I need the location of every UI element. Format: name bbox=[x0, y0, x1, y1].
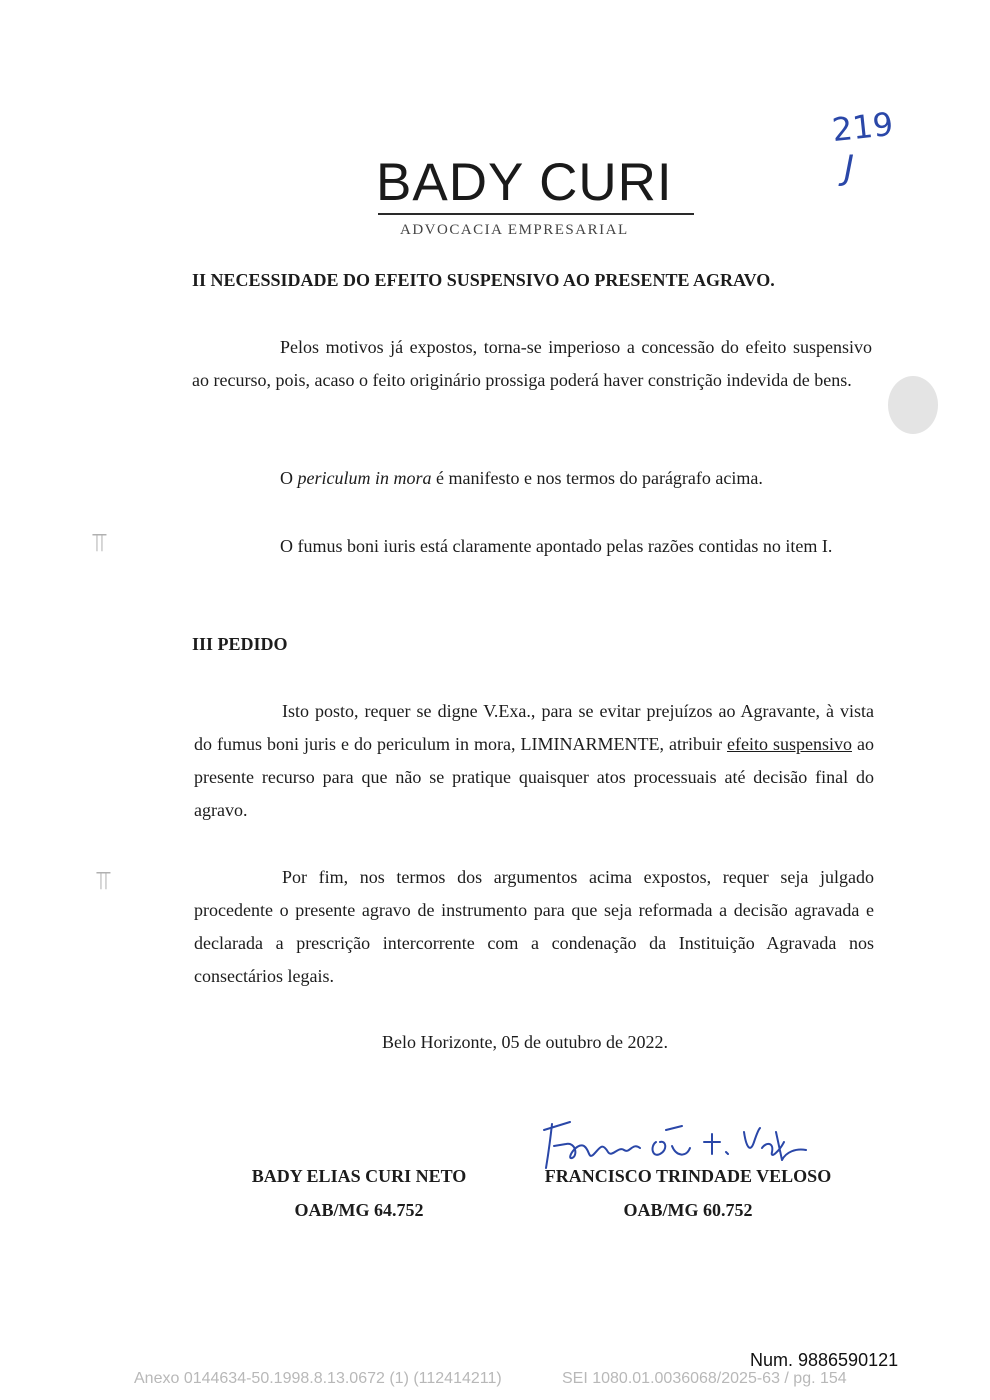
document-number: Num. 9886590121 bbox=[750, 1350, 899, 1370]
fumus-paragraph: O fumus boni iuris está claramente apontado pelas razões contidas no item I. bbox=[280, 536, 833, 556]
signature-scribble bbox=[536, 1112, 836, 1172]
periculum-suffix: é manifesto e nos termos do parágrafo acima. bbox=[431, 468, 763, 488]
letterhead-title: BADY CURI bbox=[376, 153, 673, 212]
annex-reference: Anexo 0144634-50.1998.8.13.0672 (1) (112414211) bbox=[134, 1370, 502, 1387]
letterhead-subtitle: ADVOCACIA EMPRESARIAL bbox=[400, 222, 629, 238]
signatory-name: BADY ELIAS CURI NETO bbox=[251, 1166, 467, 1186]
section-ii-heading: II NECESSIDADE DO EFEITO SUSPENSIVO AO PRESENTE AGRAVO. bbox=[192, 270, 775, 290]
pedido-text-a: Isto posto, requer se digne V.Exa., para se evitar prejuízos ao Agravante, à vista do fumus boni juris e do periculum in mora, LIMINARMENTE, atribuir bbox=[194, 701, 874, 754]
sei-reference: SEI 1080.01.0036068/2025-63 / pg. 154 bbox=[562, 1370, 847, 1387]
place-date: Belo Horizonte, 05 de outubro de 2022. bbox=[382, 1032, 668, 1052]
pedido-text-b: ao presente recurso para que não se pratique quaisquer atos processuais até decisão final do agravo. bbox=[194, 734, 874, 820]
margin-punch-mark: ⫪ bbox=[92, 528, 107, 558]
handwritten-initial: J bbox=[844, 148, 855, 188]
signatory-registration: OAB/MG 64.752 bbox=[294, 1200, 424, 1220]
scan-smudge bbox=[888, 376, 938, 434]
pedido-paragraph bbox=[194, 695, 874, 827]
signatory-name: FRANCISCO TRINDADE VELOSO bbox=[544, 1166, 832, 1186]
periculum-term: periculum in mora bbox=[297, 468, 432, 488]
periculum-prefix: O bbox=[280, 468, 298, 488]
margin-punch-mark: ⫪ bbox=[96, 866, 111, 896]
handwritten-page-number: 219 bbox=[830, 104, 895, 150]
section-iii-heading: III PEDIDO bbox=[192, 634, 288, 654]
signatory-registration: OAB/MG 60.752 bbox=[623, 1200, 753, 1220]
section-ii-paragraph: Pelos motivos já expostos, torna-se imperioso a concessão do efeito suspensivo ao recurso, pois, acaso o feito originário prossiga poderá haver constrição indevida de bens. bbox=[192, 337, 872, 390]
letterhead-divider bbox=[378, 213, 694, 215]
pedido-underlined: efeito suspensivo bbox=[727, 734, 852, 754]
final-request-paragraph: Por fim, nos termos dos argumentos acima expostos, requer seja julgado procedente o presente agravo de instrumento para que seja reformada a decisão agravada e declarada a prescrição intercorrente com a condenação da Instituição Agravada nos consectários legais. bbox=[194, 867, 874, 986]
periculum-line bbox=[280, 468, 763, 489]
